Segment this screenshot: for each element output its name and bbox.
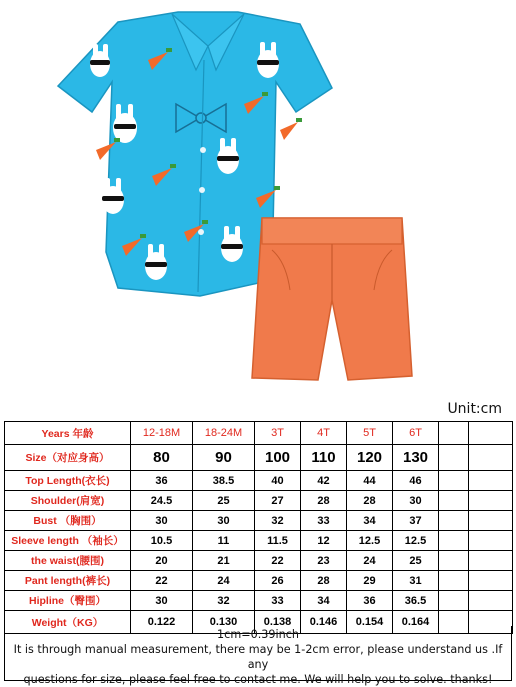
table-cell: 46 [393,471,439,491]
size-header: 6T [393,422,439,445]
table-cell: 26 [255,571,301,591]
table-cell: 11 [193,531,255,551]
table-cell: 24.5 [131,491,193,511]
table-cell: 90 [193,445,255,471]
blank-cell [469,531,513,551]
blank-cell [439,491,469,511]
shorts-image [252,218,412,380]
table-cell: 24 [347,551,393,571]
table-cell: 32 [193,591,255,611]
table-cell: 44 [347,471,393,491]
header-label: Years 年龄 [5,422,131,445]
table-row [5,491,513,511]
table-cell: 28 [347,491,393,511]
blank-cell [469,511,513,531]
table-cell: 36 [131,471,193,491]
note-line-1: It is through manual measurement, there may be 1-2cm error, please understand us .If any [13,643,503,671]
table-cell: 38.5 [193,471,255,491]
row-label: Shoulder(肩宽) [5,491,131,511]
size-header: 4T [301,422,347,445]
table-cell: 130 [393,445,439,471]
blank-cell [469,445,513,471]
table-row [5,591,513,611]
table-cell: 30 [393,491,439,511]
table-cell: 25 [193,491,255,511]
table-cell: 29 [347,571,393,591]
unit-label: Unit:cm [447,401,502,417]
table-cell: 30 [131,591,193,611]
table-cell: 28 [301,571,347,591]
size-header: 3T [255,422,301,445]
blank-cell [439,531,469,551]
size-header: 5T [347,422,393,445]
blank-cell [469,422,513,445]
table-row [5,571,513,591]
conversion-text: 1cm=0.39inch [217,628,299,641]
row-label: Size（对应身高） [5,445,131,471]
table-cell: 0.122 [131,611,193,634]
table-cell: 34 [301,591,347,611]
table-cell: 24 [193,571,255,591]
measurement-note [4,626,512,686]
table-cell: 27 [255,491,301,511]
table-cell: 33 [301,511,347,531]
table-cell: 0.164 [393,611,439,634]
row-label: Sleeve length （袖长） [5,531,131,551]
table-cell: 30 [193,511,255,531]
table-cell: 0.146 [301,611,347,634]
table-row [5,531,513,551]
blank-cell [439,445,469,471]
blank-cell [439,511,469,531]
table-cell: 110 [301,445,347,471]
table-cell: 37 [393,511,439,531]
blank-cell [439,551,469,571]
table-cell: 12.5 [347,531,393,551]
size-header: 18-24M [193,422,255,445]
table-cell: 34 [347,511,393,531]
table-cell: 23 [301,551,347,571]
row-label: the waist(腰围) [5,551,131,571]
table-cell: 12 [301,531,347,551]
blank-cell [469,471,513,491]
blank-cell [439,591,469,611]
table-row [5,471,513,491]
size-chart-table [4,421,513,634]
table-cell: 100 [255,445,301,471]
table-cell: 120 [347,445,393,471]
blank-cell [439,471,469,491]
blank-cell [439,422,469,445]
table-cell: 21 [193,551,255,571]
blank-cell [469,571,513,591]
size-header: 12-18M [131,422,193,445]
table-cell: 0.154 [347,611,393,634]
table-row [5,551,513,571]
header-row [5,422,513,445]
row-label: Top Length(衣长) [5,471,131,491]
table-cell: 33 [255,591,301,611]
blank-cell [439,571,469,591]
table-cell: 31 [393,571,439,591]
blank-cell [469,551,513,571]
table-cell: 30 [131,511,193,531]
table-cell: 32 [255,511,301,531]
table-cell: 22 [255,551,301,571]
table-cell: 42 [301,471,347,491]
table-row [5,511,513,531]
table-cell: 12.5 [393,531,439,551]
table-cell: 36.5 [393,591,439,611]
row-label: Pant length(裤长) [5,571,131,591]
row-label: Hipline（臀围） [5,591,131,611]
table-cell: 20 [131,551,193,571]
table-cell: 80 [131,445,193,471]
table-cell: 36 [347,591,393,611]
table-cell: 25 [393,551,439,571]
table-cell: 22 [131,571,193,591]
table-row [5,445,513,471]
blank-cell [469,591,513,611]
blank-cell [469,491,513,511]
table-cell: 0.130 [193,611,255,634]
row-label: Weight（KG） [5,611,131,634]
table-cell: 0.138 [255,611,301,634]
table-cell: 28 [301,491,347,511]
table-cell: 11.5 [255,531,301,551]
note-line-2: questions for size, please feel free to contact me. We will help you to solve. thanks! [23,673,493,686]
table-cell: 10.5 [131,531,193,551]
table-cell: 40 [255,471,301,491]
row-label: Bust （胸围） [5,511,131,531]
